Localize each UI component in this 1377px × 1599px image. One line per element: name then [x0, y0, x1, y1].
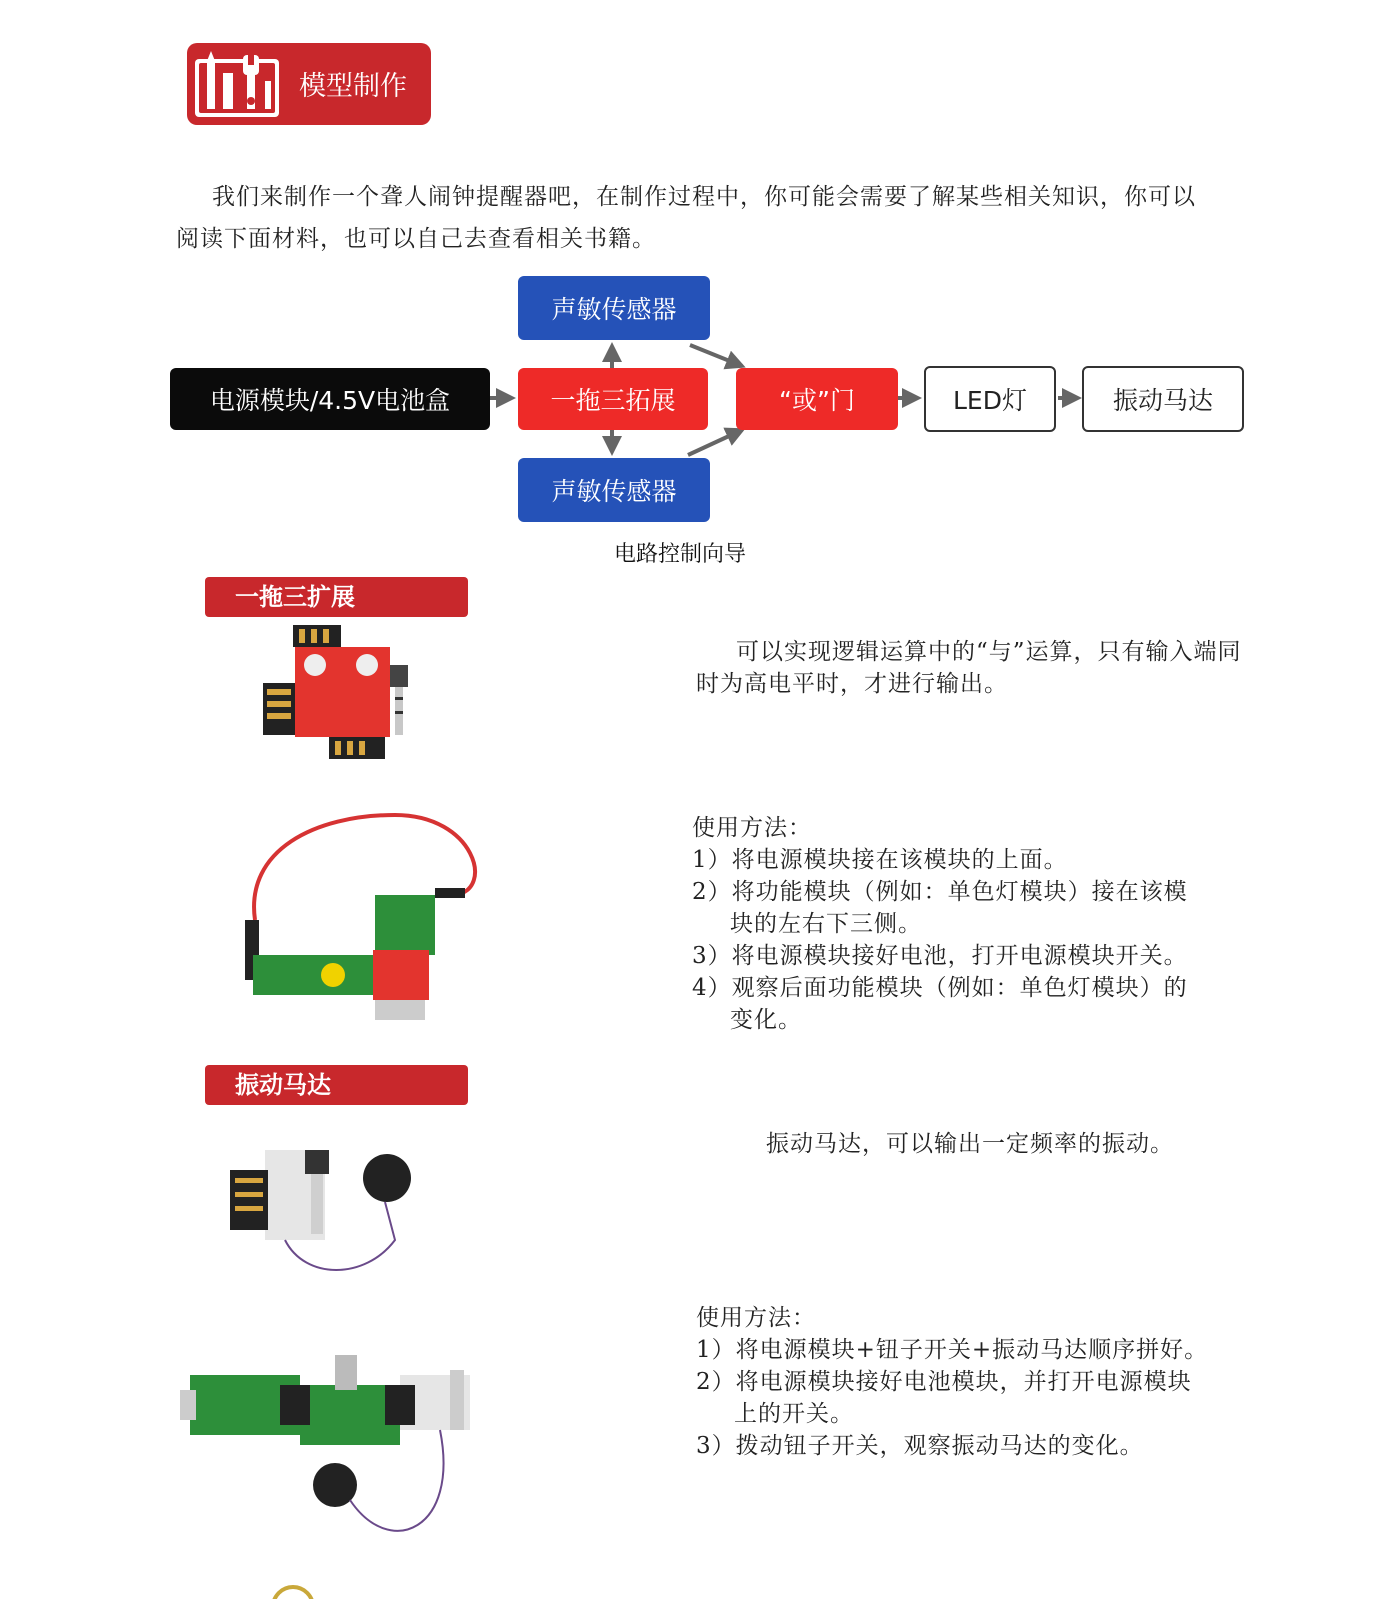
usage-title: 使用方法：: [692, 815, 812, 841]
arrow-sensor-bottom-to-or: [688, 430, 742, 455]
node-sensor-bottom: 声敏传感器: [518, 458, 710, 522]
splitter-usage-photo: [235, 810, 495, 1035]
usage-step: 3）拨动钮子开关，观察振动马达的变化。: [696, 1433, 1144, 1459]
node-motor: 振动马达: [1082, 366, 1244, 432]
motor-usage: [696, 1302, 1256, 1462]
intro-text: 我们来制作一个聋人闹钟提醒器吧，在制作过程中，你可能会需要了解某些相关知识，你可以阅读下面材料，也可以自己去查看相关书籍。: [176, 184, 1196, 252]
section-banner-splitter: 一拖三扩展: [205, 577, 468, 617]
diagram-caption: 电路控制向导: [613, 542, 746, 567]
usage-step: 1）将电源模块接在该模块的上面。: [692, 847, 1068, 873]
usage-step-continued: 变化。: [730, 1007, 802, 1033]
splitter-usage: [692, 812, 1252, 1036]
page-title: 模型制作: [299, 71, 407, 102]
motor-usage-photo: [160, 1330, 520, 1560]
usage-step-continued: 上的开关。: [734, 1401, 854, 1427]
node-led: LED灯: [924, 366, 1056, 432]
splitter-description-text: 可以实现逻辑运算中的“与”运算，只有输入端同时为高电平时，才进行输出。: [696, 639, 1242, 697]
motor-description: 振动马达，可以输出一定频率的振动。: [766, 1131, 1174, 1157]
node-power: 电源模块/4.5V电池盒: [170, 368, 490, 430]
tools-icon: [195, 51, 279, 117]
splitter-description: [696, 636, 1256, 700]
arrow-sensor-top-to-or: [690, 345, 742, 366]
usage-step: 4）观察后面功能模块（例如：单色灯模块）的: [692, 975, 1188, 1001]
node-splitter: 一拖三拓展: [518, 368, 708, 430]
usage-step: 1）将电源模块+钮子开关+振动马达顺序拼好。: [696, 1337, 1209, 1363]
vibration-motor-photo: [225, 1130, 435, 1280]
usage-step: 2）将功能模块（例如：单色灯模块）接在该模: [692, 879, 1188, 905]
usage-step: 2）将电源模块接好电池模块，并打开电源模块: [696, 1369, 1192, 1395]
usage-step-continued: 块的左右下三侧。: [730, 911, 922, 937]
section-banner-motor: 振动马达: [205, 1065, 468, 1105]
node-or-gate: “或”门: [736, 368, 898, 430]
section-header-badge: [187, 43, 431, 125]
node-sensor-top: 声敏传感器: [518, 276, 710, 340]
intro-paragraph: [176, 176, 1216, 260]
usage-title: 使用方法：: [696, 1305, 816, 1331]
usage-step: 3）将电源模块接好电池，打开电源模块开关。: [692, 943, 1188, 969]
splitter-module-photo: [255, 625, 425, 770]
footer-ring-decoration: [268, 1582, 318, 1599]
